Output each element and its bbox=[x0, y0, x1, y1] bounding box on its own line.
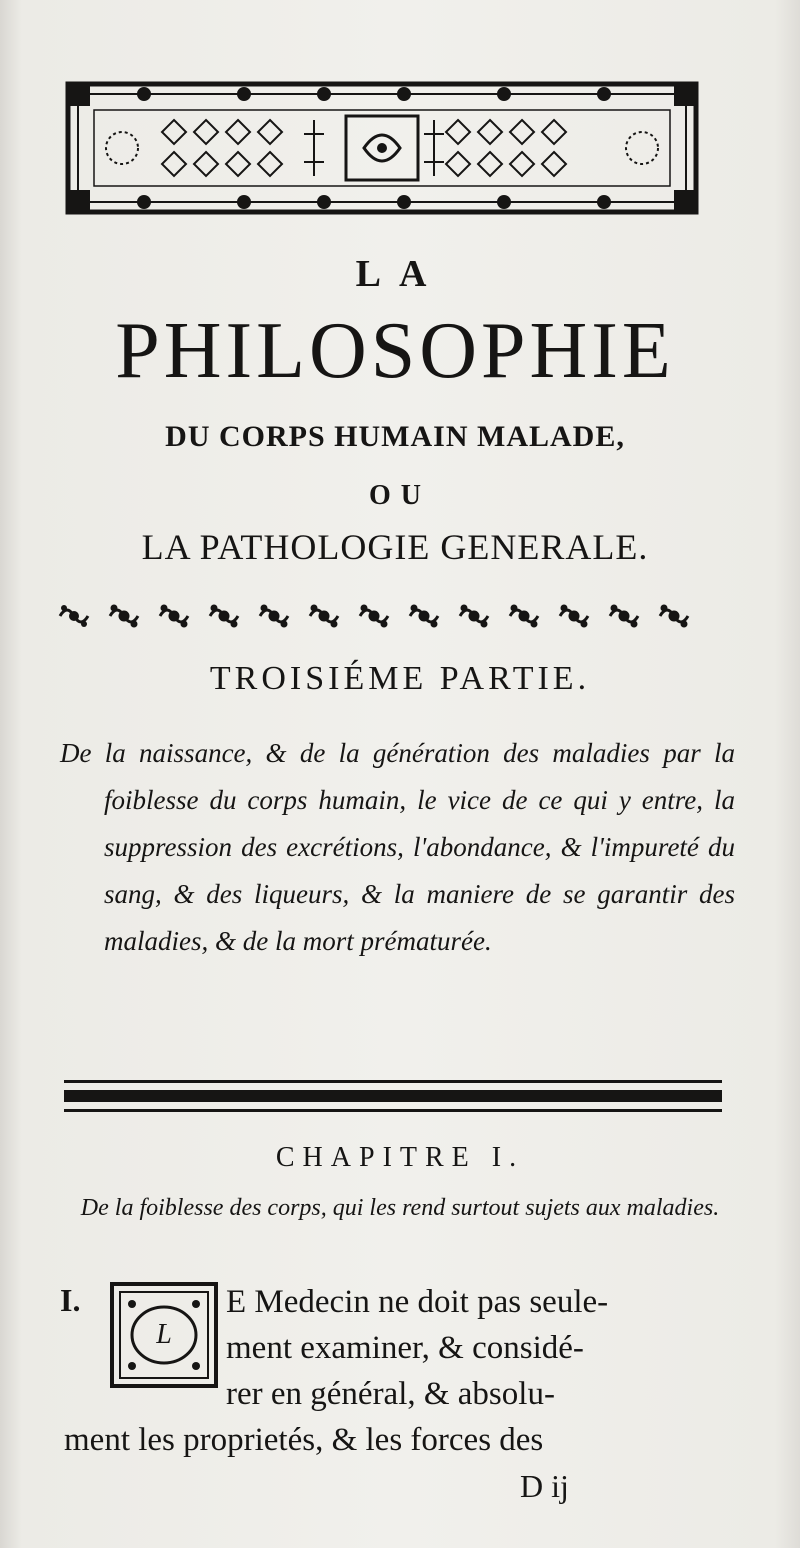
rule-icon bbox=[64, 1076, 722, 1116]
title-main: PHILOSOPHIE bbox=[115, 307, 675, 395]
body-line-1: E Medecin ne doit pas seule- bbox=[226, 1284, 609, 1320]
body-line-4: ment les proprietés, & les forces des bbox=[64, 1422, 544, 1458]
title-la: LA bbox=[355, 253, 445, 295]
drop-cap-letter: L bbox=[156, 1319, 172, 1350]
drop-cap bbox=[110, 1282, 218, 1388]
body-line-3: rer en général, & absolu- bbox=[226, 1376, 555, 1412]
section-number: I. bbox=[60, 1282, 81, 1318]
part-title: TROISIÉME PARTIE. bbox=[209, 660, 591, 697]
title-subtitle: DU CORPS HUMAIN MALADE, bbox=[165, 420, 625, 453]
title-subtitle-2: LA PATHOLOGIE GENERALE. bbox=[141, 527, 649, 567]
fleuron-icon bbox=[56, 598, 716, 634]
title-ou: OU bbox=[369, 480, 431, 511]
signature-mark: D ij bbox=[520, 1468, 569, 1504]
chapter-subtitle: De la foiblesse des corps, qui les rend surtout sujets aux maladies. bbox=[80, 1195, 720, 1221]
part-description: De la naissance, & de la génération des maladies par la foiblesse du corps humain, le vice de ce qui y entre, la suppression des excrétions, l'abondance, & l'impureté du sang, & des liqueurs, & la maniere de se garantir des maladies, & de la mort prématurée. bbox=[60, 738, 735, 956]
ornament-headpiece bbox=[64, 78, 700, 218]
fleuron-divider bbox=[56, 598, 716, 634]
body-line-2: ment examiner, & considé- bbox=[226, 1330, 584, 1366]
chapter-title: CHAPITRE I. bbox=[275, 1142, 525, 1173]
headpiece-icon bbox=[64, 78, 700, 218]
double-rule-divider bbox=[64, 1076, 722, 1116]
